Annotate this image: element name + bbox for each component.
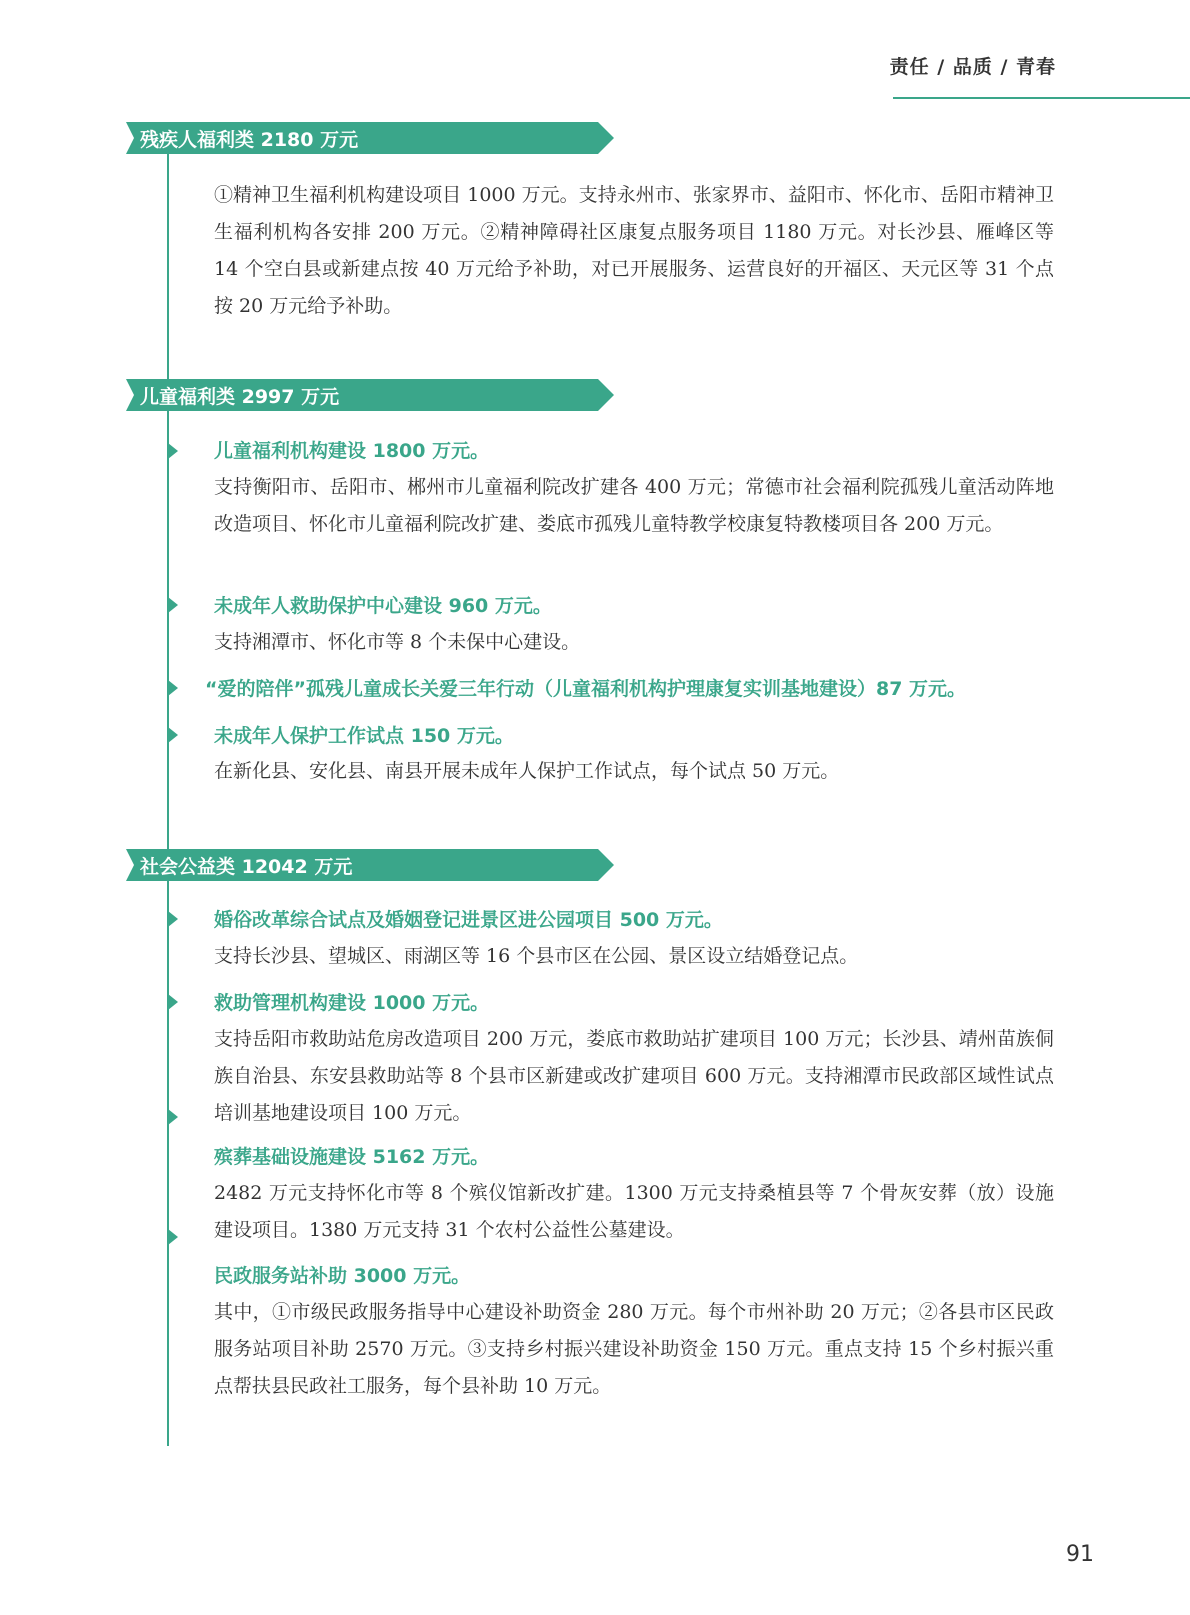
header-rule — [893, 97, 1190, 99]
bullet-marker-icon — [168, 1229, 178, 1245]
section-banner-public-welfare — [126, 849, 352, 881]
section-paragraph: ①精神卫生福利机构建设项目 1000 万元。支持永州市、张家界市、益阳市、怀化市、岳阳市精神卫生福利机构各安排 200 万元。②精神障碍社区康复点服务项目 1180 万元。对长沙县、雁峰区等 14 个空白县或新建点按 40 万元给予补助，对已开展服务、运营良好的开福区、天元区等 31 个点按 20 万元给予补助。 — [214, 184, 1054, 317]
bullet-marker-icon — [168, 911, 178, 927]
section-heading: 残疾人福利类 2180 万元 — [140, 128, 359, 151]
section-heading: 儿童福利类 2997 万元 — [140, 385, 340, 408]
item-title: 殡葬基础设施建设 5162 万元。 — [214, 1146, 490, 1168]
section-banner-children — [126, 379, 339, 411]
bullet-marker-icon — [168, 1109, 178, 1125]
item-body: 支持长沙县、望城区、雨湖区等 16 个县市区在公园、景区设立结婚登记点。 — [214, 945, 859, 967]
timeline-line — [167, 138, 169, 1446]
item-title: 婚俗改革综合试点及婚姻登记进景区进公园项目 500 万元。 — [214, 909, 723, 931]
bullet-marker-icon — [168, 994, 178, 1010]
bullet-marker-icon — [168, 597, 178, 613]
page-number: 91 — [1066, 1542, 1094, 1567]
item-body: 在新化县、安化县、南县开展未成年人保护工作试点，每个试点 50 万元。 — [214, 760, 840, 782]
item-title: 救助管理机构建设 1000 万元。 — [214, 992, 490, 1014]
item-title: 民政服务站补助 3000 万元。 — [214, 1265, 471, 1287]
section-heading: 社会公益类 12042 万元 — [140, 855, 353, 878]
header-text: 责任 / 品质 / 青春 — [889, 56, 1056, 78]
bullet-marker-icon — [168, 443, 178, 459]
item-body: 其中，①市级民政服务指导中心建设补助资金 280 万元。每个市州补助 20 万元；②各县市区民政服务站项目补助 2570 万元。③支持乡村振兴建设补助资金 150 万元。重点支持 15 个乡村振兴重点帮扶县民政社工服务，每个县补助 10 万元。 — [214, 1301, 1054, 1397]
item-title: 儿童福利机构建设 1800 万元。 — [214, 440, 490, 462]
item-body: 支持岳阳市救助站危房改造项目 200 万元，娄底市救助站扩建项目 100 万元；长沙县、靖州苗族侗族自治县、东安县救助站等 8 个县市区新建或改扩建项目 600 万元。支持湘潭市民政部区域性试点培训基地建设项目 100 万元。 — [214, 1028, 1054, 1124]
item-body: 支持衡阳市、岳阳市、郴州市儿童福利院改扩建各 400 万元；常德市社会福利院孤残儿童活动阵地改造项目、怀化市儿童福利院改扩建、娄底市孤残儿童特教学校康复特教楼项目各 200 万元。 — [214, 476, 1054, 535]
item-title: 未成年人救助保护中心建设 960 万元。 — [214, 595, 552, 617]
item-body: 2482 万元支持怀化市等 8 个殡仪馆新改扩建。1300 万元支持桑植县等 7 个骨灰安葬（放）设施建设项目。1380 万元支持 31 个农村公益性公墓建设。 — [214, 1182, 1054, 1241]
bullet-marker-icon — [168, 727, 178, 743]
bullet-marker-icon — [168, 680, 178, 696]
item-title: 未成年人保护工作试点 150 万元。 — [214, 725, 514, 747]
section-banner-disability — [126, 122, 358, 154]
item-title: “爱的陪伴”孤残儿童成长关爱三年行动（儿童福利机构护理康复实训基地建设）87 万元。 — [205, 678, 967, 700]
item-body: 支持湘潭市、怀化市等 8 个未保中心建设。 — [214, 631, 581, 653]
